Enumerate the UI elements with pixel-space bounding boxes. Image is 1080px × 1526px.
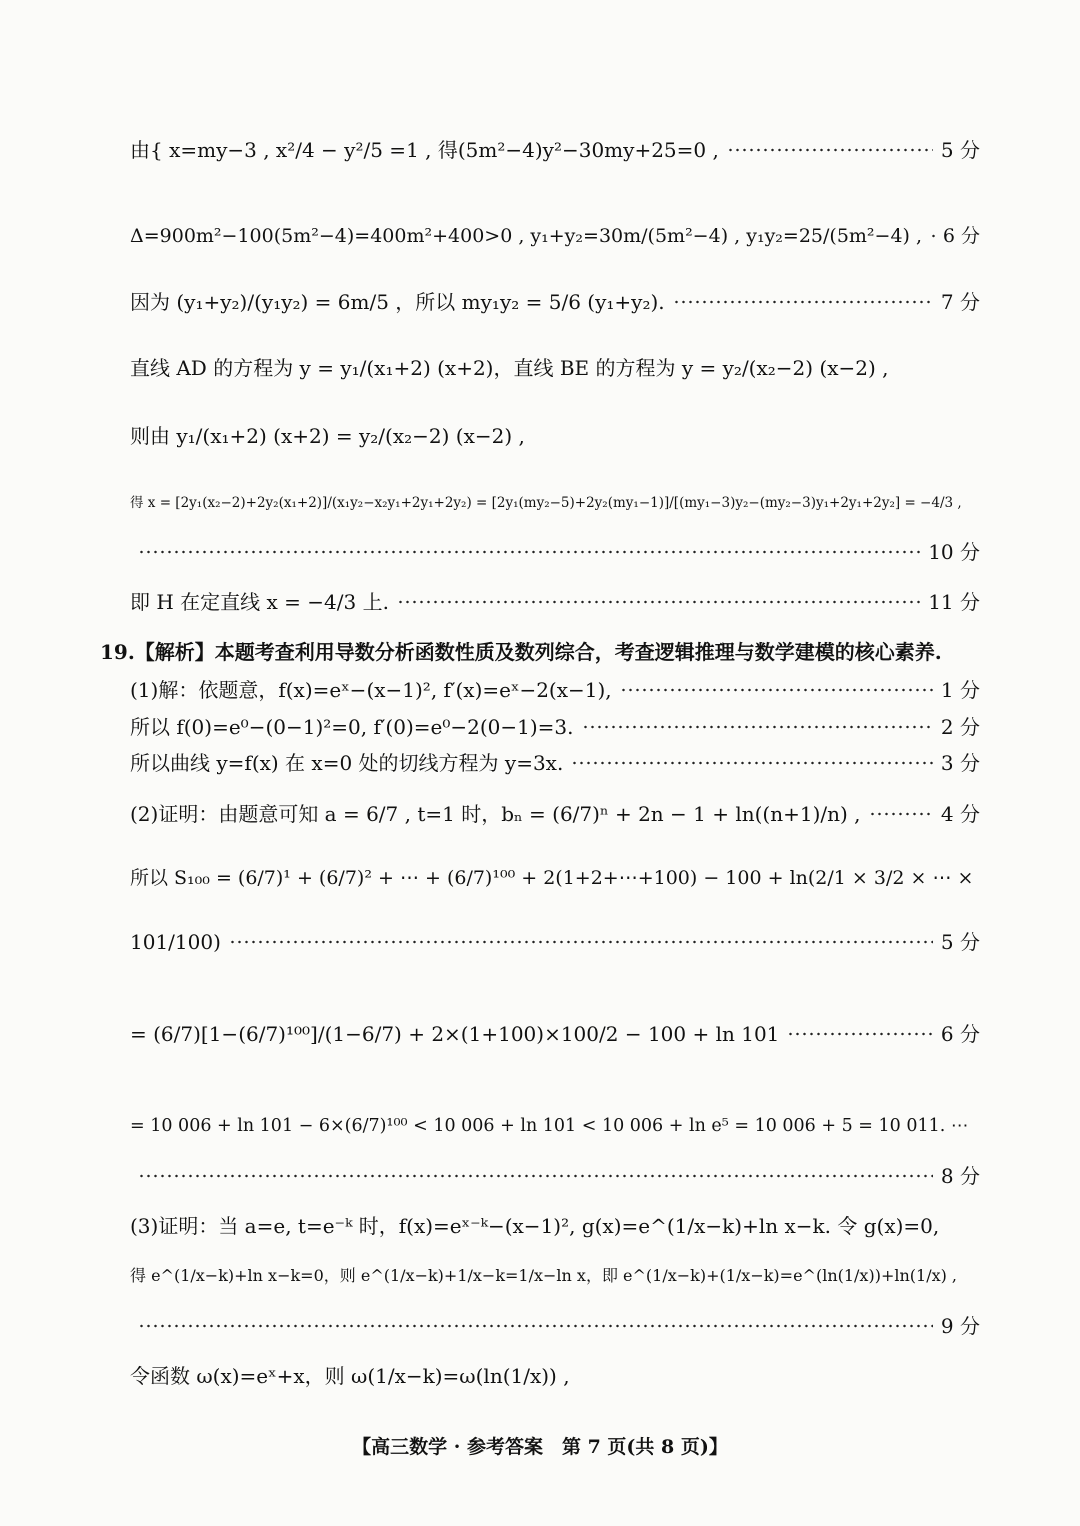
answer-line	[130, 288, 980, 316]
page-footer: 【高三数学 · 参考答案 第 7 页(共 8 页)】	[352, 1436, 728, 1458]
leader-dots	[582, 725, 933, 729]
leader-dots	[620, 688, 933, 692]
math-text: (2)证明：由题意可知 a = 6/7 , t=1 时，bₙ = (6/7)ⁿ + 2n − 1 + ln((n+1)/n) ,	[130, 802, 861, 826]
leader-dots	[397, 600, 920, 604]
math-text: 所以 f(0)=e⁰−(0−1)²=0, f′(0)=e⁰−2(0−1)=3.	[130, 715, 574, 739]
math-text: Δ=900m²−100(5m²−4)=400m²+400>0 , y₁+y₂=30m/(5m²−4) , y₁y₂=25/(5m²−4) ,	[130, 225, 923, 247]
score-label: 9 分	[940, 1314, 980, 1338]
leader-dots	[869, 812, 933, 816]
answer-line	[130, 588, 980, 616]
math-text: 令函数 ω(x)=eˣ+x，则 ω(1/x−k)=ω(ln(1/x)) ,	[130, 1364, 570, 1388]
answer-line	[130, 1112, 980, 1140]
leader-dots	[138, 1324, 933, 1328]
math-text: 得 x = [2y₁(x₂−2)+2y₂(x₁+2)]/(x₁y₂−x₂y₁+2y₁+2y₂) = [2y₁(my₂−5)+2y₂(my₁−1)]/[(my₁−3)y₂−(my₂−3)y₁+2y₁+2y₂] = −4/3 ,	[130, 495, 962, 511]
math-text: 所以曲线 y=f(x) 在 x=0 处的切线方程为 y=3x.	[130, 751, 564, 775]
math-text: 101/100)	[130, 930, 221, 954]
math-text: (1)解：依题意，f(x)=eˣ−(x−1)², f′(x)=eˣ−2(x−1),	[130, 678, 612, 702]
leader-dots	[138, 1174, 933, 1178]
answer-line	[130, 136, 980, 164]
math-text: 即 H 在定直线 x = −4/3 上.	[130, 590, 389, 614]
math-text: (3)证明：当 a=e, t=e⁻ᵏ 时，f(x)=eˣ⁻ᵏ−(x−1)², g(x)=e^(1/x−k)+ln x−k. 令 g(x)=0,	[130, 1214, 940, 1238]
answer-line	[130, 1312, 980, 1340]
answer-line	[130, 354, 980, 382]
score-label: 2 分	[940, 715, 980, 739]
math-text: 所以 S₁₀₀ = (6/7)¹ + (6/7)² + ⋯ + (6/7)¹⁰⁰ + 2(1+2+⋯+100) − 100 + ln(2/1 × 3/2 × ⋯ ×	[130, 867, 974, 889]
score-label: 6 分	[942, 225, 980, 247]
math-text: = (6/7)[1−(6/7)¹⁰⁰]/(1−6/7) + 2×(1+100)×100/2 − 100 + ln 101	[130, 1022, 780, 1046]
score-label: 11 分	[928, 590, 980, 614]
score-label: 7 分	[940, 290, 980, 314]
answer-line	[130, 749, 980, 777]
score-label: 5 分	[940, 138, 980, 162]
score-label: 1 分	[940, 678, 980, 702]
leader-dots	[571, 761, 933, 765]
answer-line	[130, 864, 980, 892]
leader-dots	[138, 550, 920, 554]
answer-line	[130, 676, 980, 704]
score-label: 10 分	[928, 540, 980, 564]
score-label: 6 分	[940, 1022, 980, 1046]
answer-line	[130, 1262, 980, 1290]
answer-line	[130, 1020, 980, 1048]
answer-line	[130, 422, 980, 450]
answer-line	[130, 1362, 980, 1390]
answer-line	[100, 638, 980, 666]
leader-dots	[673, 300, 933, 304]
leader-dots	[930, 234, 935, 238]
answer-line	[130, 538, 980, 566]
answer-line	[130, 800, 980, 828]
math-text: 19.【解析】本题考查利用导数分析函数性质及数列综合，考查逻辑推理与数学建模的核心素养.	[100, 640, 942, 664]
answer-line	[130, 1212, 980, 1240]
answer-line	[130, 713, 980, 741]
answer-line	[130, 222, 980, 250]
score-label: 3 分	[940, 751, 980, 775]
leader-dots	[787, 1032, 933, 1036]
math-text: 则由 y₁/(x₁+2) (x+2) = y₂/(x₂−2) (x−2) ,	[130, 424, 525, 448]
answer-line	[130, 489, 980, 517]
answer-line	[130, 928, 980, 956]
score-label: 4 分	[940, 802, 980, 826]
answer-line	[130, 1162, 980, 1190]
leader-dots	[727, 148, 933, 152]
math-text: 因为 (y₁+y₂)/(y₁y₂) = 6m/5 ，所以 my₁y₂ = 5/6 (y₁+y₂).	[130, 290, 665, 314]
math-text: 得 e^(1/x−k)+ln x−k=0，则 e^(1/x−k)+1/x−k=1/x−ln x，即 e^(1/x−k)+(1/x−k)=e^(ln(1/x))+ln(1/x) ,	[130, 1266, 958, 1285]
score-label: 5 分	[940, 930, 980, 954]
math-text: 直线 AD 的方程为 y = y₁/(x₁+2) (x+2)，直线 BE 的方程为 y = y₂/(x₂−2) (x−2) ,	[130, 356, 889, 380]
math-text: = 10 006 + ln 101 − 6×(6/7)¹⁰⁰ < 10 006 + ln 101 < 10 006 + ln e⁵ = 10 006 + 5 = 10 011. ⋯	[130, 1116, 969, 1136]
math-text: 由{ x=my−3 , x²/4 − y²/5 =1 , 得(5m²−4)y²−30my+25=0 ,	[130, 138, 719, 162]
score-label: 8 分	[940, 1164, 980, 1188]
leader-dots	[229, 940, 933, 944]
